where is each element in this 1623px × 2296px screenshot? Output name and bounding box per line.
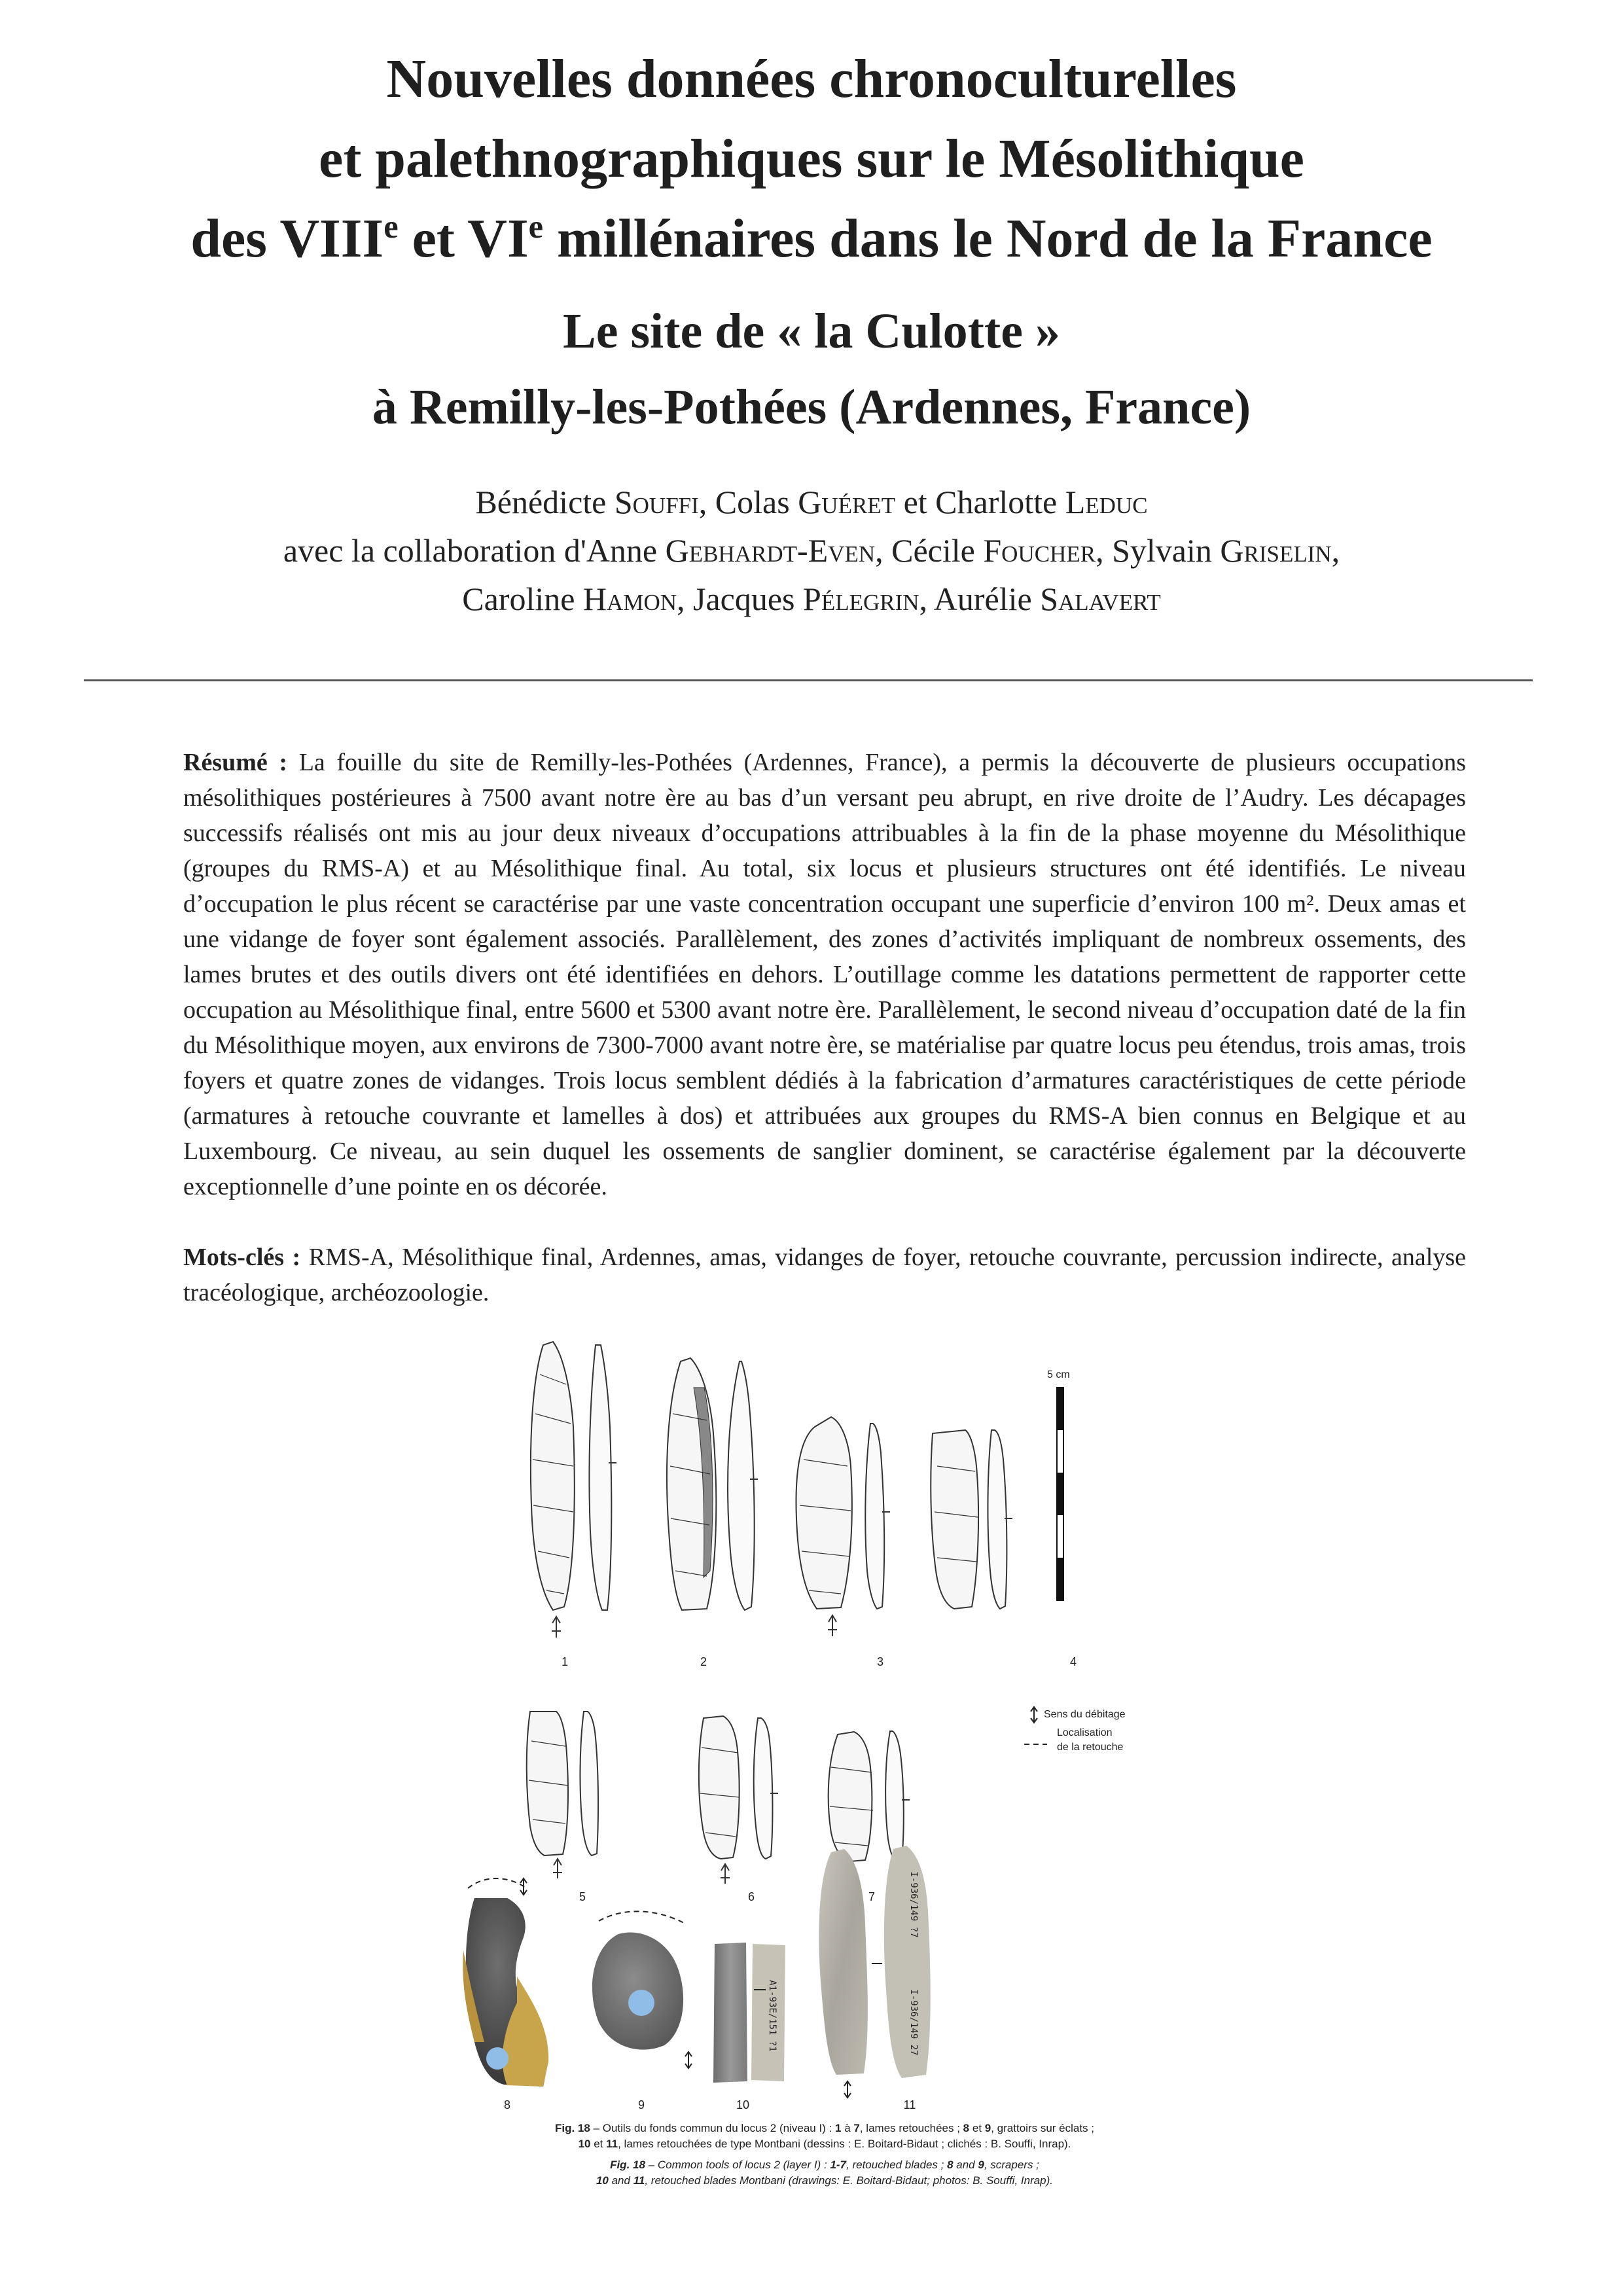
keywords-text: RMS-A, Mésolithique final, Ardennes, amas, vidanges de foyer, retouche couvrante, percussion indirecte, analyse tracéologique, archéozoologie. xyxy=(183,1244,1467,1306)
title-line-1: Nouvelles données chronoculturelles xyxy=(386,48,1237,109)
keywords-paragraph xyxy=(183,1240,1466,1310)
drawing-blade-5 xyxy=(527,1712,598,1878)
subtitle-line-1: Le site de « la Culotte » xyxy=(563,304,1060,359)
fig-number-4: 4 xyxy=(1069,1655,1077,1668)
paper-subtitle xyxy=(0,293,1623,445)
fig-number-1: 1 xyxy=(561,1655,569,1668)
arrow-debitage-icon xyxy=(1031,1707,1037,1723)
title-line-3: des VIIIe et VIe millénaires dans le Nord de la France xyxy=(190,208,1433,269)
photo-blade-10 xyxy=(713,1943,785,2083)
photo-scraper-8 xyxy=(463,1878,548,2087)
legend-debitage: Sens du débitage xyxy=(1044,1709,1126,1720)
fig-number-2: 2 xyxy=(700,1655,707,1668)
figure-legend xyxy=(1024,1707,1126,1753)
photo-label-11b: I-936/149 27 xyxy=(908,1989,919,2056)
abstract-paragraph xyxy=(183,745,1466,1204)
fig-number-6: 6 xyxy=(747,1890,755,1903)
authors-line-1: Bénédicte Souffi, Colas Guéret et Charlotte Leduc xyxy=(475,484,1148,520)
caption-french: Fig. 18 – Outils du fonds commun du locus 2 (niveau I) : 1 à 7, lames retouchées ; 8 et 9, grattoirs sur éclats ; 10 et 11, lames retouchées de type Montbani (dessins : E. Boitard-Bidaut ; clichés : B. Souffi, Inrap). xyxy=(554,2122,1095,2150)
fig-number-10: 10 xyxy=(736,2098,750,2111)
authors-line-2: avec la collaboration d'Anne Gebhardt-Even, Cécile Foucher, Sylvain Griselin, xyxy=(283,532,1340,569)
caption-english: Fig. 18 – Common tools of locus 2 (layer I) : 1-7, retouched blades ; 8 and 9, scrapers ; 10 and 11, retouched blades Montbani (drawings: E. Boitard-Bidaut; photos: B. Souffi, Inrap). xyxy=(596,2159,1054,2187)
abstract-label: Résumé : xyxy=(183,749,288,776)
drawing-blade-6 xyxy=(699,1716,778,1884)
fig-number-5: 5 xyxy=(579,1890,586,1903)
drawing-blade-3 xyxy=(796,1417,890,1636)
figure-caption xyxy=(445,2121,1204,2189)
figure-18 xyxy=(445,1335,1204,2121)
photo-label-11a: I-936/149 ?7 xyxy=(908,1871,919,1938)
photo-blade-11 xyxy=(819,1846,930,2098)
scale-bar xyxy=(1047,1369,1070,1600)
legend-localisation-1: Localisation xyxy=(1057,1727,1113,1738)
fig-number-3: 3 xyxy=(876,1655,884,1668)
fig-number-8: 8 xyxy=(503,2098,511,2111)
fig-number-9: 9 xyxy=(637,2098,645,2111)
paper-title xyxy=(0,39,1623,279)
abstract-text: La fouille du site de Remilly-les-Pothées (Ardennes, France), a permis la découverte de plusieurs occupations mésolithiques postérieures à 7500 avant notre ère au bas d’un versant peu abrupt, en rive droite de l’Audry. Les décapages successifs réalisés ont mis au jour deux niveaux d’occupations attribuables à la fin de la phase moyenne du Mésolithique (groupes du RMS-A) et au Mésolithique final. Au total, six locus et plusieurs structures ont été identifiés. Le niveau d’occupation le plus récent se caractérise par une vaste concentration occupant une superficie d’environ 100 m². Deux amas et une vidange de foyer sont également associés. Parallèlement, des zones d’activités impliquant de nombreux ossements, des lames brutes et des outils divers ont été identifiées en dehors. L’outillage comme les datations permettent de rapporter cette occupation au Mésolithique final, entre 5600 et 5300 avant notre ère. Parallèlement, le second niveau d’occupation daté de la fin du Mésolithique moyen, aux environs de 7300-7000 avant notre ère, se matérialise par quatre locus peu étendus, trois amas, trois foyers et quatre zones de vidanges. Trois locus semblent dédiés à la fabrication d’armatures caractéristiques de cette période (armatures à retouche couvrante et lamelles à dos) et attribuées aux groupes du RMS-A bien connus en Belgique et au Luxembourg. Ce niveau, au sein duquel les ossements de sanglier dominent, se caractérise également par la découverte exceptionnelle d’une pointe en os décorée. xyxy=(183,749,1466,1200)
keywords-label: Mots-clés : xyxy=(183,1244,301,1271)
legend-localisation-2: de la retouche xyxy=(1057,1742,1124,1753)
title-line-2: et palethnographiques sur le Mésolithique xyxy=(319,128,1304,189)
figure-plate xyxy=(445,1335,1204,2121)
subtitle-line-2: à Remilly-les-Pothées (Ardennes, France) xyxy=(372,380,1251,435)
scale-label: 5 cm xyxy=(1047,1369,1070,1380)
fig-number-7: 7 xyxy=(868,1890,876,1903)
drawing-blade-1 xyxy=(531,1342,616,1638)
fig-number-11: 11 xyxy=(903,2098,916,2111)
abstract-section xyxy=(183,745,1466,1310)
authors-line-3: Caroline Hamon, Jacques Pélegrin, Aurélie Salavert xyxy=(462,581,1161,617)
drawing-blade-4 xyxy=(931,1430,1012,1609)
header-divider xyxy=(84,679,1533,681)
title-block xyxy=(0,39,1623,445)
photo-label-10: Α1-93Ε/151 ?1 xyxy=(767,1980,777,2052)
drawing-blade-2 xyxy=(667,1358,758,1610)
authors xyxy=(0,478,1623,623)
photo-scraper-9 xyxy=(592,1911,692,2068)
